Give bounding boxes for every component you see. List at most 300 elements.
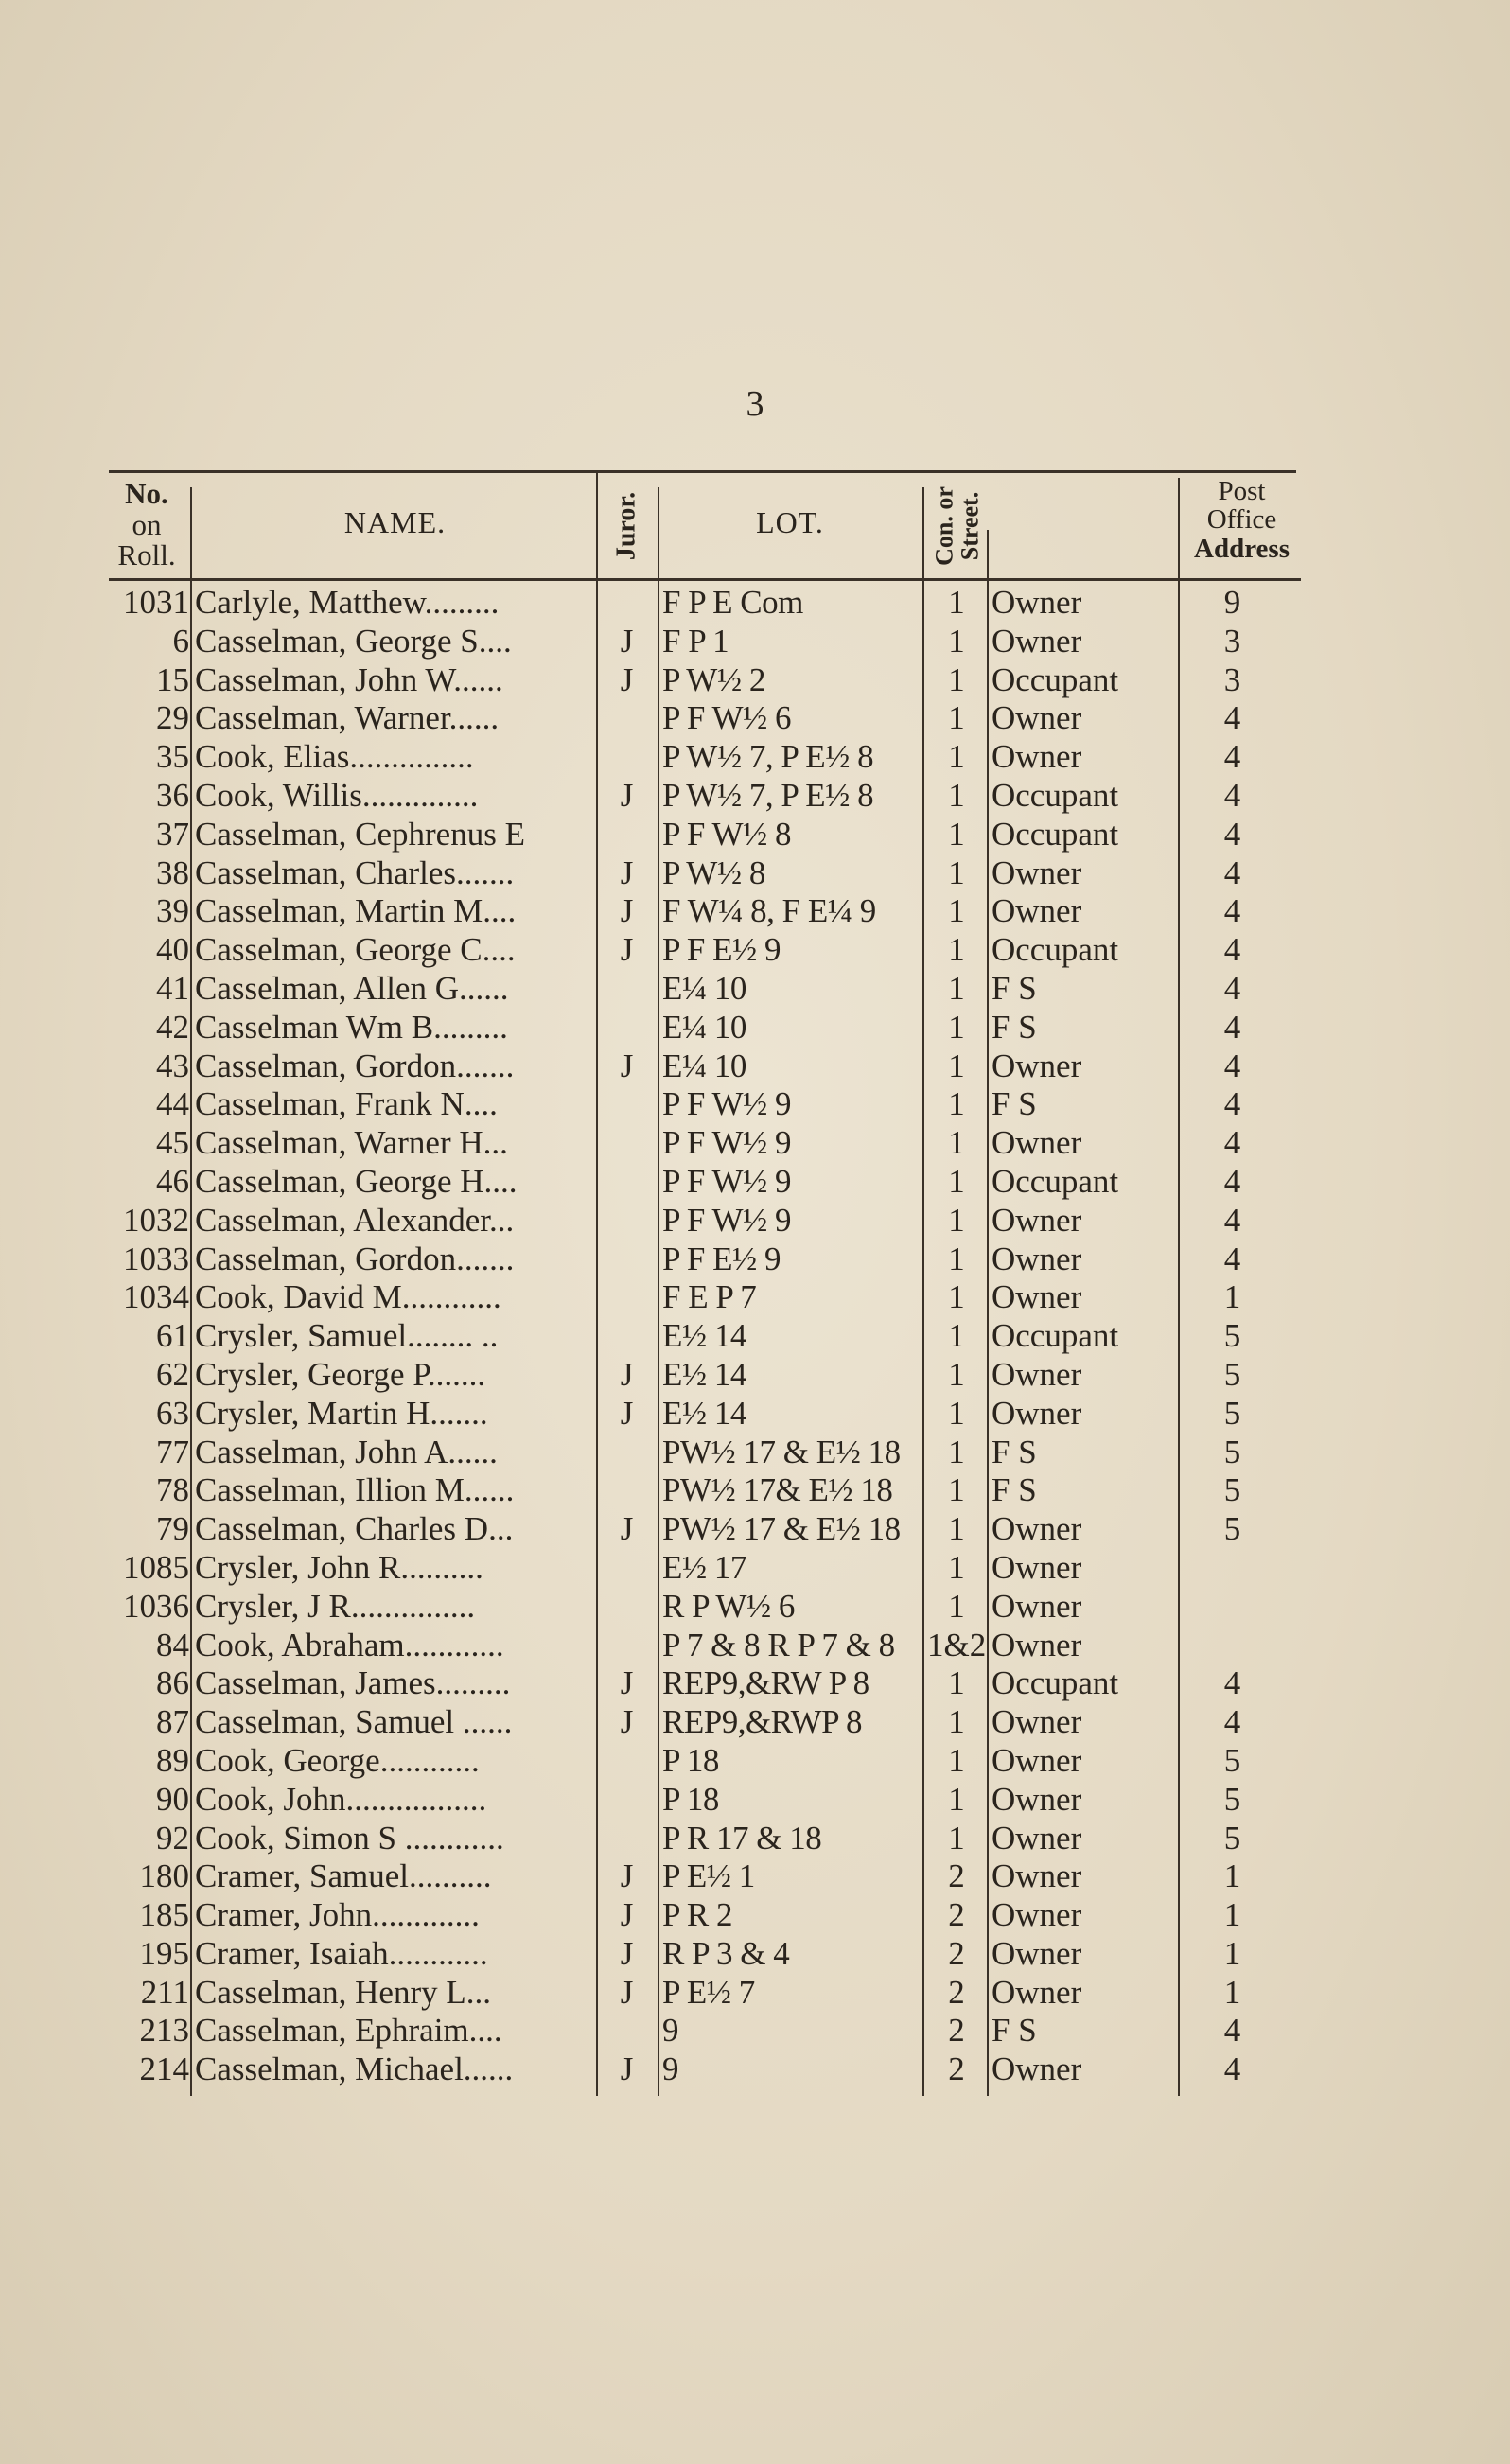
occupation-status: Occupant [992, 776, 1119, 814]
post-office-address: 4 [1223, 1047, 1241, 1084]
table-row [0, 1395, 1510, 1434]
lot-description: P F W½ 9 [662, 1085, 792, 1123]
voter-name: Casselman, John W...... [195, 660, 503, 698]
concession-or-street: 1 [948, 1394, 965, 1432]
table-header [0, 473, 1510, 578]
juror-mark: J [620, 776, 634, 814]
juror-mark: J [620, 1510, 634, 1548]
concession-or-street: 1 [948, 622, 965, 660]
concession-or-street: 2 [948, 2050, 965, 2088]
table-row [0, 1434, 1510, 1472]
post-office-address: 5 [1223, 1780, 1241, 1818]
post-office-address: 4 [1223, 2050, 1241, 2088]
juror-mark: J [620, 1896, 634, 1934]
juror-mark: J [620, 2050, 634, 2088]
concession-or-street: 1 [948, 699, 965, 737]
occupation-status: Owner [992, 738, 1082, 776]
occupation-status: Owner [992, 1201, 1082, 1239]
header-con-line1: Con. or [930, 485, 958, 566]
header-no-line1: No. [125, 477, 168, 510]
post-office-address: 4 [1223, 1240, 1241, 1277]
concession-or-street: 1 [948, 1124, 965, 1162]
occupation-status: Owner [992, 1047, 1082, 1084]
header-con-label [932, 486, 984, 566]
concession-or-street: 1 [948, 1819, 965, 1857]
table-row [0, 892, 1510, 931]
post-office-address: 4 [1223, 1703, 1241, 1741]
concession-or-street: 2 [948, 1857, 965, 1895]
post-office-address: 5 [1223, 1317, 1241, 1355]
lot-description: P W½ 7, P E½ 8 [662, 738, 874, 776]
table-row [0, 623, 1510, 661]
juror-mark: J [620, 1394, 634, 1432]
voter-name: Casselman, Warner...... [195, 699, 500, 737]
lot-description: F P E Com [662, 584, 803, 621]
table-row [0, 1510, 1510, 1549]
roll-number: 39 [156, 892, 189, 930]
roll-number: 36 [156, 776, 189, 814]
page-number: 3 [746, 384, 764, 424]
concession-or-street: 1&2 [927, 1626, 986, 1663]
occupation-status: Owner [992, 1857, 1082, 1895]
roll-number: 35 [156, 738, 189, 776]
voter-name: Cook, John................. [195, 1780, 487, 1818]
roll-number: 195 [139, 1934, 189, 1972]
roll-number: 44 [156, 1085, 189, 1123]
roll-number: 45 [156, 1124, 189, 1162]
juror-mark: J [620, 1934, 634, 1972]
occupation-status: Owner [992, 622, 1082, 660]
juror-mark: J [620, 892, 634, 930]
lot-description: F W¼ 8, F E¼ 9 [662, 892, 876, 930]
lot-description: P R 17 & 18 [662, 1819, 822, 1857]
voter-name: Cook, George............ [195, 1741, 480, 1779]
table-row [0, 1009, 1510, 1047]
voter-name: Casselman, Charles D... [195, 1510, 514, 1548]
post-office-address: 4 [1223, 854, 1241, 891]
voter-name: Casselman, Illion M...... [195, 1471, 515, 1509]
header-no-line3: Roll. [117, 538, 176, 572]
header-no-line2: on [132, 507, 162, 541]
table-row [0, 1820, 1510, 1858]
juror-mark: J [620, 1047, 634, 1084]
lot-description: P F W½ 6 [662, 699, 792, 737]
concession-or-street: 1 [948, 1085, 965, 1123]
roll-number: 89 [156, 1741, 189, 1779]
concession-or-street: 1 [948, 738, 965, 776]
lot-description: PW½ 17 & E½ 18 [662, 1433, 901, 1470]
post-office-address: 1 [1223, 1896, 1241, 1934]
roll-number: 40 [156, 931, 189, 969]
table-row [0, 1278, 1510, 1317]
roll-number: 87 [156, 1703, 189, 1741]
roll-number: 61 [156, 1317, 189, 1355]
concession-or-street: 1 [948, 660, 965, 698]
occupation-status: Owner [992, 1240, 1082, 1277]
roll-number: 1085 [123, 1548, 189, 1586]
table-row [0, 1742, 1510, 1781]
occupation-status: Occupant [992, 815, 1119, 853]
roll-number: 84 [156, 1626, 189, 1663]
voter-name: Casselman, Alexander... [195, 1201, 515, 1239]
table-row [0, 1471, 1510, 1510]
post-office-address: 9 [1223, 584, 1241, 621]
post-office-address: 5 [1223, 1510, 1241, 1548]
concession-or-street: 1 [948, 1664, 965, 1702]
juror-mark: J [620, 854, 634, 891]
occupation-status: Owner [992, 1587, 1082, 1625]
voter-name: Crysler, Samuel........ .. [195, 1317, 499, 1355]
header-post-line3: Address [1194, 533, 1290, 564]
table-row [0, 1588, 1510, 1627]
occupation-status: Owner [992, 1741, 1082, 1779]
voter-name: Casselman, George H.... [195, 1162, 518, 1200]
concession-or-street: 1 [948, 931, 965, 969]
roll-number: 15 [156, 660, 189, 698]
lot-description: F P 1 [662, 622, 729, 660]
concession-or-street: 1 [948, 1510, 965, 1548]
roll-number: 86 [156, 1664, 189, 1702]
roll-number: 78 [156, 1471, 189, 1509]
occupation-status: Owner [992, 1626, 1082, 1663]
juror-mark: J [620, 660, 634, 698]
header-bottom-rule [109, 578, 1301, 581]
table-row [0, 738, 1510, 777]
table-row [0, 1549, 1510, 1588]
lot-description: R P W½ 6 [662, 1587, 795, 1625]
concession-or-street: 1 [948, 892, 965, 930]
lot-description: E¼ 10 [662, 969, 746, 1007]
occupation-status: F S [992, 1008, 1037, 1046]
post-office-address: 4 [1223, 815, 1241, 853]
concession-or-street: 1 [948, 584, 965, 621]
table-row [0, 931, 1510, 970]
header-juror-label: Juror. [611, 491, 641, 560]
occupation-status: Owner [992, 1973, 1082, 2011]
voter-name: Casselman, George C.... [195, 931, 516, 969]
roll-number: 180 [139, 1857, 189, 1895]
table-row [0, 1356, 1510, 1395]
concession-or-street: 1 [948, 1587, 965, 1625]
post-office-address: 3 [1223, 660, 1241, 698]
lot-description: P W½ 8 [662, 854, 765, 891]
lot-description: E½ 14 [662, 1394, 746, 1432]
concession-or-street: 1 [948, 1548, 965, 1586]
post-office-address: 4 [1223, 1124, 1241, 1162]
concession-or-street: 1 [948, 1471, 965, 1509]
voter-name: Casselman, Charles....... [195, 854, 515, 891]
lot-description: P F W½ 9 [662, 1201, 792, 1239]
voter-name: Cook, David M............ [195, 1278, 501, 1316]
table-row [0, 1163, 1510, 1202]
occupation-status: F S [992, 2012, 1037, 2050]
occupation-status: Owner [992, 699, 1082, 737]
voter-name: Cramer, Isaiah............ [195, 1934, 488, 1972]
lot-description: REP9,&RW P 8 [662, 1664, 869, 1702]
lot-description: P 18 [662, 1780, 719, 1818]
occupation-status: Owner [992, 1355, 1082, 1393]
roll-number: 1034 [123, 1278, 189, 1316]
post-office-address: 1 [1223, 1973, 1241, 2011]
occupation-status: Occupant [992, 931, 1119, 969]
occupation-status: Owner [992, 1703, 1082, 1741]
juror-mark: J [620, 1857, 634, 1895]
roll-number: 185 [139, 1896, 189, 1934]
roll-number: 1032 [123, 1201, 189, 1239]
juror-mark: J [620, 931, 634, 969]
roll-number: 1031 [123, 584, 189, 621]
occupation-status: Owner [992, 892, 1082, 930]
juror-mark: J [620, 1703, 634, 1741]
roll-number: 62 [156, 1355, 189, 1393]
lot-description: P F W½ 9 [662, 1124, 792, 1162]
voter-name: Casselman, Frank N.... [195, 1085, 498, 1123]
lot-description: P W½ 7, P E½ 8 [662, 776, 874, 814]
header-post-office-address [1183, 477, 1301, 563]
roll-number: 92 [156, 1819, 189, 1857]
voter-name: Cramer, Samuel.......... [195, 1857, 492, 1895]
occupation-status: Owner [992, 1278, 1082, 1316]
table-row [0, 1202, 1510, 1241]
concession-or-street: 1 [948, 1278, 965, 1316]
lot-description: 9 [662, 2012, 678, 2050]
post-office-address: 4 [1223, 738, 1241, 776]
occupation-status: F S [992, 1085, 1037, 1123]
table-row [0, 2050, 1510, 2089]
post-office-address: 3 [1223, 622, 1241, 660]
occupation-status: Owner [992, 1548, 1082, 1586]
lot-description: P 18 [662, 1741, 719, 1779]
voter-name: Crysler, Martin H....... [195, 1394, 488, 1432]
table-row [0, 661, 1510, 700]
table-row [0, 1047, 1510, 1086]
occupation-status: F S [992, 1433, 1037, 1470]
lot-description: P F E½ 9 [662, 1240, 781, 1277]
lot-description: P 7 & 8 R P 7 & 8 [662, 1626, 895, 1663]
header-lot: LOT. [756, 505, 824, 539]
occupation-status: F S [992, 1471, 1037, 1509]
concession-or-street: 1 [948, 1162, 965, 1200]
voter-name: Casselman, Henry L... [195, 1973, 491, 2011]
voter-name: Casselman, Warner H... [195, 1124, 508, 1162]
concession-or-street: 1 [948, 1201, 965, 1239]
post-office-address: 4 [1223, 1162, 1241, 1200]
juror-mark: J [620, 1664, 634, 1702]
table-row [0, 816, 1510, 854]
concession-or-street: 1 [948, 1703, 965, 1741]
voter-name: Casselman, Gordon....... [195, 1240, 515, 1277]
occupation-status: Owner [992, 1934, 1082, 1972]
lot-description: E½ 14 [662, 1317, 746, 1355]
voter-name: Casselman, George S.... [195, 622, 512, 660]
roll-number: 63 [156, 1394, 189, 1432]
voter-name: Crysler, J R............... [195, 1587, 476, 1625]
concession-or-street: 1 [948, 1047, 965, 1084]
header-con-or-street [920, 473, 995, 578]
roll-number: 46 [156, 1162, 189, 1200]
table-row [0, 584, 1510, 623]
lot-description: P F E½ 9 [662, 931, 781, 969]
post-office-address: 5 [1223, 1355, 1241, 1393]
voter-name: Crysler, John R.......... [195, 1548, 483, 1586]
roll-number: 211 [140, 1973, 189, 2011]
header-juror [598, 473, 655, 578]
voter-name: Casselman, Cephrenus E [195, 815, 525, 853]
table-row [0, 1857, 1510, 1896]
concession-or-street: 1 [948, 1355, 965, 1393]
post-office-address: 4 [1223, 1664, 1241, 1702]
post-office-address: 5 [1223, 1471, 1241, 1509]
concession-or-street: 1 [948, 1780, 965, 1818]
occupation-status: Owner [992, 854, 1082, 891]
post-office-address: 4 [1223, 892, 1241, 930]
occupation-status: Owner [992, 584, 1082, 621]
occupation-status: Owner [992, 2050, 1082, 2088]
concession-or-street: 1 [948, 1240, 965, 1277]
voter-name: Cook, Simon S ............ [195, 1819, 504, 1857]
table-row [0, 2012, 1510, 2050]
voter-name: Casselman, Ephraim.... [195, 2012, 502, 2050]
table-row [0, 854, 1510, 893]
table-row [0, 699, 1510, 738]
post-office-address: 4 [1223, 1085, 1241, 1123]
header-post-line1: Post [1218, 476, 1266, 506]
voter-name: Cook, Elias............... [195, 738, 474, 776]
juror-mark: J [620, 1973, 634, 2011]
concession-or-street: 1 [948, 1741, 965, 1779]
occupation-status: Owner [992, 1780, 1082, 1818]
concession-or-street: 2 [948, 1896, 965, 1934]
voter-name: Casselman, Gordon....... [195, 1047, 515, 1084]
occupation-status: Owner [992, 1510, 1082, 1548]
table-row [0, 777, 1510, 816]
header-post-line2: Office [1206, 504, 1277, 536]
roll-number: 1033 [123, 1240, 189, 1277]
roll-number: 1036 [123, 1587, 189, 1625]
roll-number: 77 [156, 1433, 189, 1470]
post-office-address: 5 [1223, 1819, 1241, 1857]
voter-name: Casselman, Martin M.... [195, 892, 517, 930]
lot-description: P E½ 1 [662, 1857, 755, 1895]
table-row [0, 1896, 1510, 1935]
occupation-status: Owner [992, 1394, 1082, 1432]
occupation-status: Owner [992, 1124, 1082, 1162]
lot-description: R P 3 & 4 [662, 1934, 790, 1972]
occupation-status: Occupant [992, 660, 1119, 698]
roll-table-body [0, 584, 1510, 2089]
concession-or-street: 1 [948, 1433, 965, 1470]
table-row [0, 970, 1510, 1009]
post-office-address: 4 [1223, 2012, 1241, 2050]
roll-number: 41 [156, 969, 189, 1007]
post-office-address: 4 [1223, 969, 1241, 1007]
voter-name: Casselman, Samuel ...... [195, 1703, 513, 1741]
lot-description: P F W½ 8 [662, 815, 792, 853]
occupation-status: F S [992, 969, 1037, 1007]
voter-name: Casselman, Allen G...... [195, 969, 509, 1007]
roll-number: 43 [156, 1047, 189, 1084]
header-con-line2: Street. [957, 491, 984, 560]
post-office-address: 4 [1223, 1201, 1241, 1239]
lot-description: P E½ 7 [662, 1973, 755, 2011]
table-row [0, 1085, 1510, 1124]
lot-description: P F W½ 9 [662, 1162, 792, 1200]
concession-or-street: 2 [948, 2012, 965, 2050]
concession-or-street: 2 [948, 1934, 965, 1972]
concession-or-street: 1 [948, 815, 965, 853]
roll-number: 42 [156, 1008, 189, 1046]
header-no-on-roll [99, 479, 194, 572]
table-row [0, 1241, 1510, 1279]
concession-or-street: 1 [948, 969, 965, 1007]
roll-number: 38 [156, 854, 189, 891]
occupation-status: Occupant [992, 1162, 1119, 1200]
voter-name: Cook, Willis.............. [195, 776, 479, 814]
post-office-address: 4 [1223, 699, 1241, 737]
post-office-address: 5 [1223, 1433, 1241, 1470]
lot-description: REP9,&RWP 8 [662, 1703, 863, 1741]
roll-number: 214 [139, 2050, 189, 2088]
voter-name: Casselman Wm B......... [195, 1008, 508, 1046]
voter-name: Cramer, John............. [195, 1896, 480, 1934]
post-office-address: 5 [1223, 1394, 1241, 1432]
concession-or-street: 1 [948, 776, 965, 814]
post-office-address: 1 [1223, 1857, 1241, 1895]
lot-description: E½ 14 [662, 1355, 746, 1393]
lot-description: PW½ 17 & E½ 18 [662, 1510, 901, 1548]
concession-or-street: 1 [948, 1008, 965, 1046]
table-row [0, 1781, 1510, 1820]
roll-number: 37 [156, 815, 189, 853]
lot-description: E¼ 10 [662, 1008, 746, 1046]
voter-name: Crysler, George P....... [195, 1355, 486, 1393]
table-row [0, 1974, 1510, 2013]
roll-number: 6 [172, 622, 189, 660]
post-office-address: 4 [1223, 1008, 1241, 1046]
table-row [0, 1317, 1510, 1356]
lot-description: E½ 17 [662, 1548, 746, 1586]
post-office-address: 4 [1223, 776, 1241, 814]
lot-description: P W½ 2 [662, 660, 765, 698]
juror-mark: J [620, 1355, 634, 1393]
voter-name: Casselman, Michael...... [195, 2050, 514, 2088]
roll-number: 29 [156, 699, 189, 737]
voter-name: Casselman, James......... [195, 1664, 511, 1702]
roll-number: 79 [156, 1510, 189, 1548]
voter-name: Carlyle, Matthew......... [195, 584, 500, 621]
juror-mark: J [620, 622, 634, 660]
concession-or-street: 2 [948, 1973, 965, 2011]
post-office-address: 5 [1223, 1741, 1241, 1779]
header-name: NAME. [343, 505, 447, 539]
roll-number: 213 [139, 2012, 189, 2050]
table-row [0, 1935, 1510, 1974]
table-row [0, 1664, 1510, 1703]
roll-number: 90 [156, 1780, 189, 1818]
post-office-address: 1 [1223, 1278, 1241, 1316]
post-office-address: 1 [1223, 1934, 1241, 1972]
voter-name: Cook, Abraham............ [195, 1626, 504, 1663]
table-row [0, 1627, 1510, 1665]
occupation-status: Owner [992, 1896, 1082, 1934]
lot-description: PW½ 17& E½ 18 [662, 1471, 893, 1509]
table-row [0, 1124, 1510, 1163]
lot-description: 9 [662, 2050, 678, 2088]
occupation-status: Occupant [992, 1664, 1119, 1702]
table-row [0, 1703, 1510, 1742]
post-office-address: 4 [1223, 931, 1241, 969]
concession-or-street: 1 [948, 1317, 965, 1355]
